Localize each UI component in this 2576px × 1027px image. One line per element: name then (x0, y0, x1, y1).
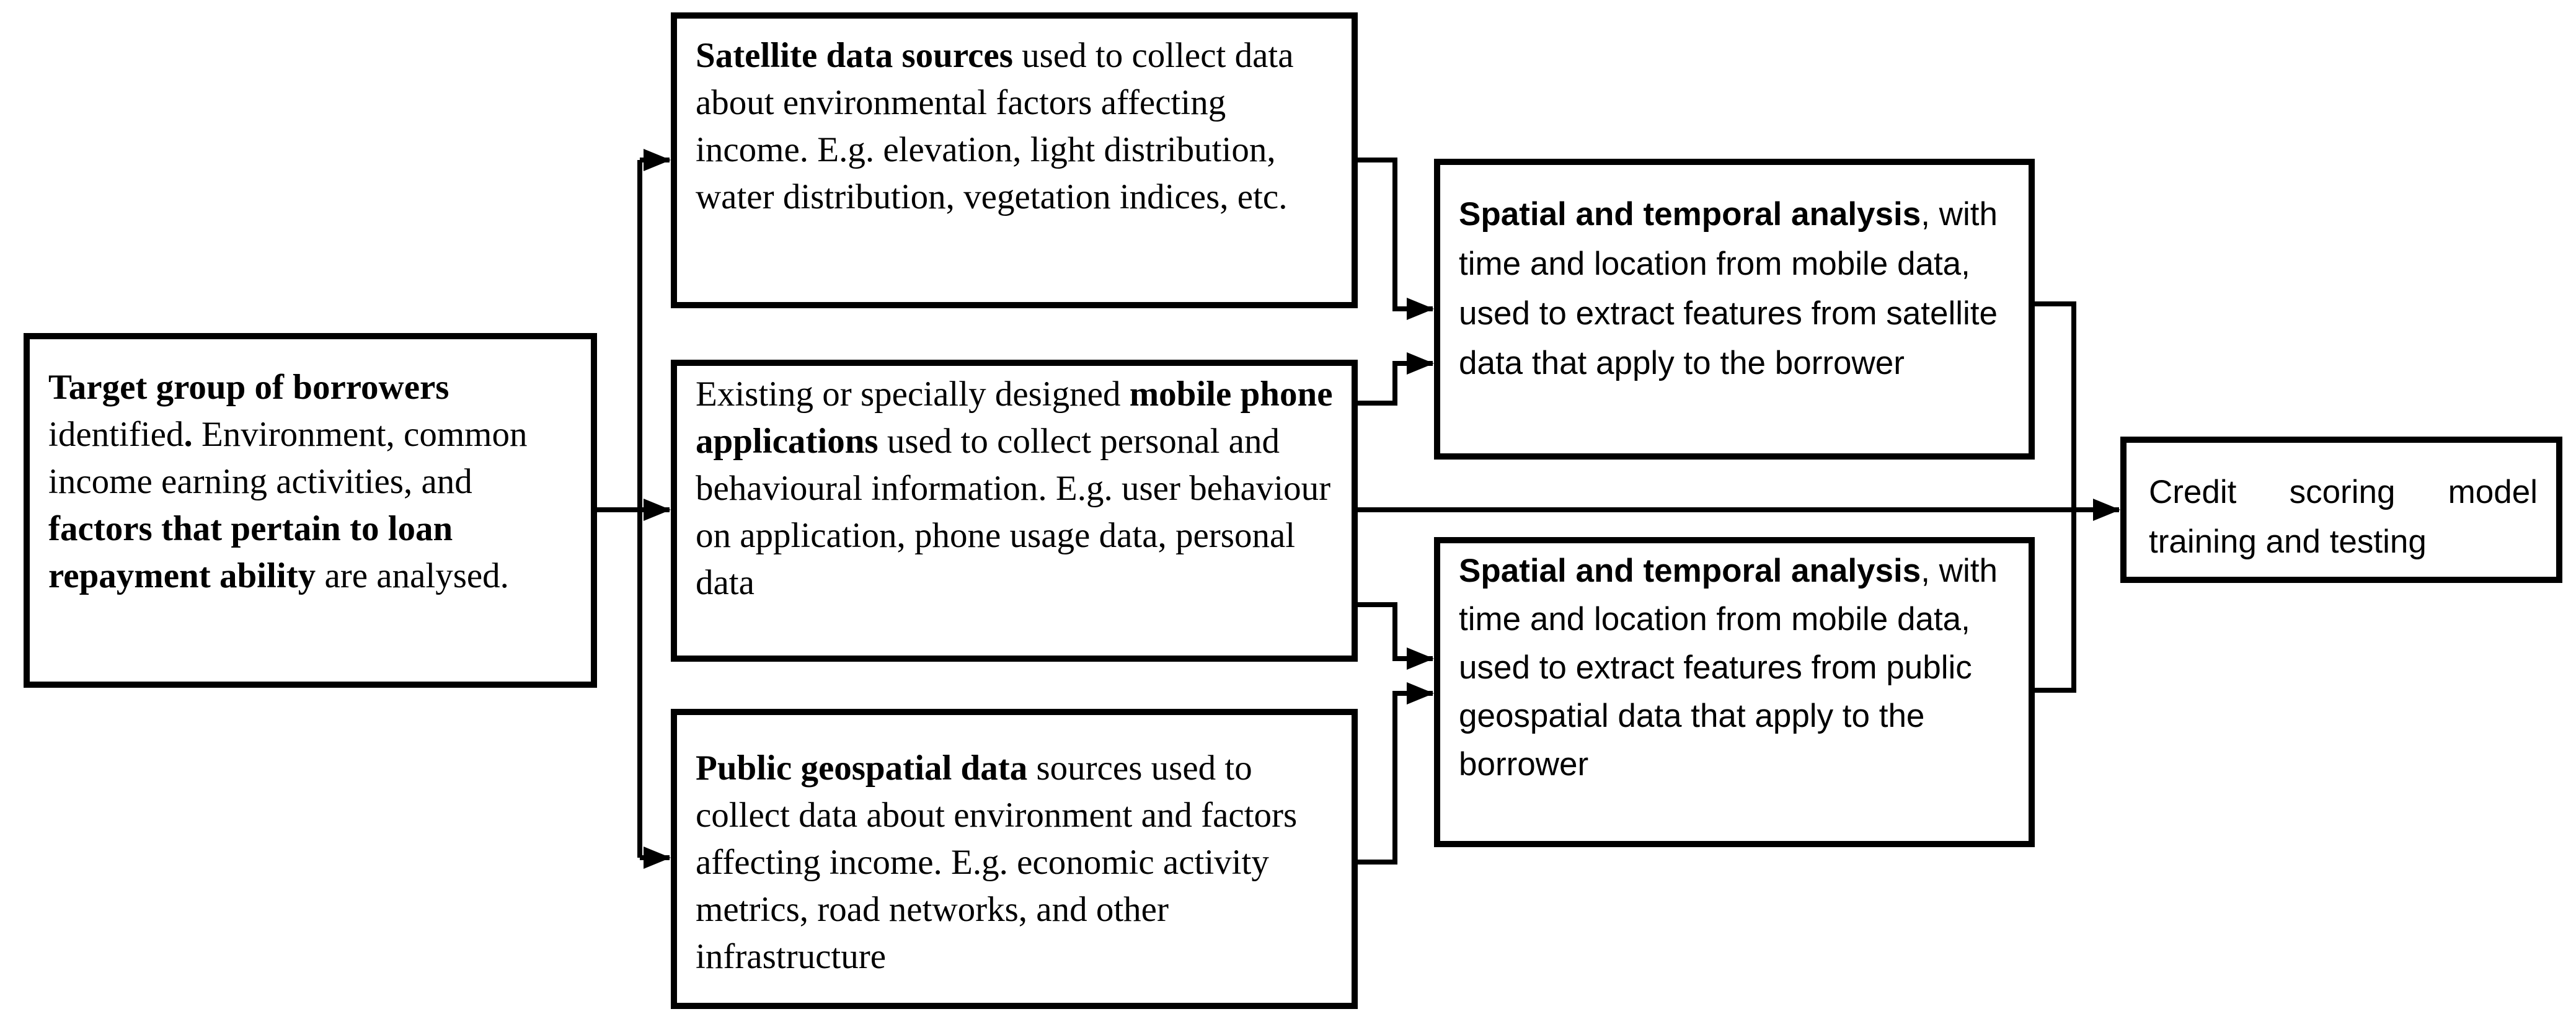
spatial-analysis-satellite-description: , with time and location from mobile data, used to extract features from satellite data that apply to the borrower (1459, 196, 1998, 381)
credit-scoring-line1 (2149, 468, 2538, 517)
satellite-data-box (671, 12, 1358, 308)
target-environment-text: Environment, common income earning activities, and (48, 415, 528, 501)
spatial-analysis-satellite-bold: Spatial and temporal analysis (1459, 196, 1921, 233)
credit-word: Credit (2149, 474, 2237, 510)
arrow-public-to-spatial2 (1358, 693, 1433, 862)
connector-spatial1-out (2035, 304, 2074, 510)
arrow-mobile-to-spatial1 (1358, 363, 1433, 403)
target-group-box (24, 333, 597, 688)
mobile-apps-description: used to collect personal and behavioural information. E.g. user behaviour on application, phone usage data, personal data (696, 422, 1331, 602)
connector-spatial2-out (2035, 510, 2074, 690)
mobile-apps-text (696, 371, 1333, 607)
satellite-data-text (696, 32, 1333, 221)
target-analysed-text: are analysed. (316, 556, 509, 595)
spatial-analysis-public-box (1434, 537, 2035, 847)
target-factors-bold: factors that pertain to loan repayment ability (48, 509, 453, 595)
public-geospatial-box (671, 709, 1358, 1009)
public-geospatial-description: sources used to collect data about environment and factors affecting income. E.g. economic activity metrics, road networks, and other infrastructure (696, 749, 1298, 976)
spatial-analysis-public-description: , with time and location from mobile data, used to extract features from public geospatial data that apply to the borrower (1459, 553, 1998, 783)
spatial-analysis-satellite-text (1459, 190, 2010, 388)
target-group-bold: Target group of borrowers (48, 368, 449, 407)
spatial-analysis-public-bold: Spatial and temporal analysis (1459, 553, 1921, 589)
public-geospatial-text (696, 745, 1333, 980)
mobile-apps-intro: Existing or specially designed (696, 375, 1130, 414)
satellite-data-description: used to collect data about environmental factors affecting income. E.g. elevation, light distribution, water distribution, vegetation indices, etc. (696, 36, 1294, 216)
target-group-text (48, 364, 572, 600)
mobile-apps-box (671, 360, 1358, 662)
mobile-apps-bold: mobile phone applications (696, 375, 1333, 461)
credit-scoring-box (2120, 437, 2562, 583)
target-period: . (184, 415, 193, 454)
target-identified-text: identified (48, 415, 184, 454)
credit-scoring-line2: training and testing (2149, 523, 2427, 560)
model-word: model (2448, 474, 2538, 510)
arrow-mobile-to-spatial2 (1358, 605, 1433, 659)
spatial-analysis-satellite-box (1434, 159, 2035, 460)
arrow-satellite-to-spatial1 (1358, 160, 1433, 309)
scoring-word: scoring (2289, 474, 2396, 510)
public-geospatial-bold: Public geospatial data (696, 749, 1028, 788)
spatial-analysis-public-text (1459, 547, 2010, 789)
satellite-data-bold: Satellite data sources (696, 36, 1013, 75)
